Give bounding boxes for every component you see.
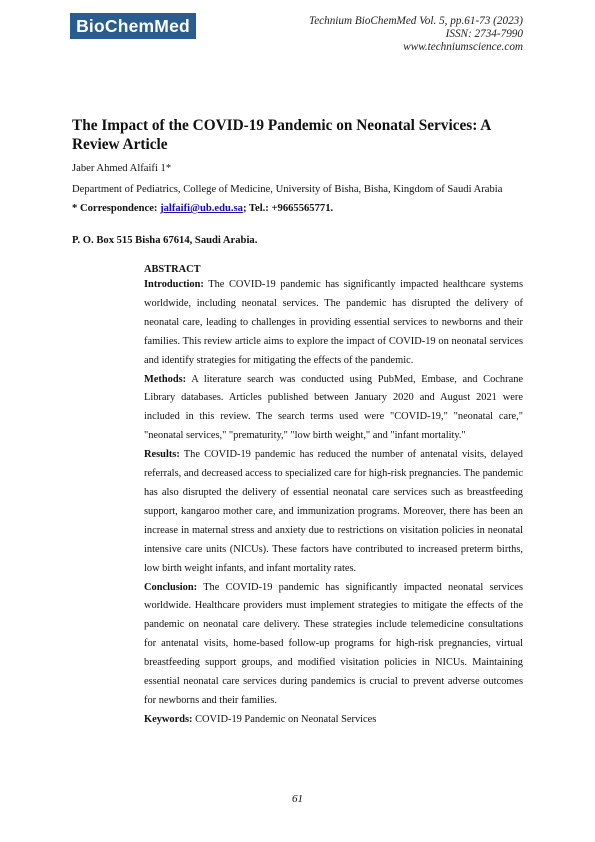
- conclusion-text: The COVID-19 pandemic has significantly impacted neonatal services worldwide. Healthcare providers must implement strategies to mitigate the effects of the pandemic on neonatal care delivery. These strategies include telemedicine consultations for antenatal visits, home-based follow-up programs for high-risk pregnancies, virtual breastfeeding support groups, and modified visitation policies in NICUs. Maintaining essential neonatal care services during pandemics is crucial to prevent adverse outcomes for newborns and their families.: [144, 581, 523, 706]
- keywords-label: Keywords:: [144, 713, 193, 725]
- postal-address: P. O. Box 515 Bisha 67614, Saudi Arabia.: [72, 235, 258, 246]
- journal-info: [309, 15, 523, 54]
- methods-label: Methods:: [144, 373, 187, 385]
- results-label: Results:: [144, 449, 180, 461]
- methods-text: A literature search was conducted using PubMed, Embase, and Cochrane Library databases. Articles published between January 2020 and August 2021 were included in this review. The search terms used were "COVID-19," "neonatal care," "neonatal services," "prematurity," "low birth weight," and "infant mortality.": [144, 373, 523, 442]
- abstract-conclusion: [144, 579, 523, 711]
- author-name: Jaber Ahmed Alfaifi 1*: [72, 163, 172, 174]
- abstract-keywords: [144, 711, 523, 730]
- page-number: 61: [292, 793, 303, 805]
- abstract-methods: [144, 371, 523, 447]
- author-affiliation: Department of Pediatrics, College of Medicine, University of Bisha, Bisha, Kingdom of Saudi Arabia: [72, 184, 503, 195]
- abstract-results: [144, 446, 523, 578]
- abstract-section: [144, 264, 523, 730]
- correspondence-tel: ; Tel.: +9665565771.: [242, 203, 334, 214]
- keywords-text: COVID-19 Pandemic on Neonatal Services: [192, 713, 377, 725]
- journal-citation: Technium BioChemMed Vol. 5, pp.61-73 (2023): [309, 15, 523, 27]
- results-text: The COVID-19 pandemic has reduced the number of antenatal visits, delayed referrals, and decreased access to specialized care for high-risk pregnancies. The pandemic has also disrupted the delivery of essential neonatal care services such as breastfeeding support, kangaroo mother care, and immunization programs. Moreover, there has been an increase in maternal stress and anxiety due to restrictions on visitation policies in neonatal intensive care units (NICUs). These factors have contributed to increased preterm births, low birth weight infants, and infant mortality rates.: [144, 449, 523, 574]
- journal-website: www.techniumscience.com: [403, 41, 523, 53]
- abstract-introduction: [144, 276, 523, 371]
- conclusion-label: Conclusion:: [144, 581, 198, 593]
- journal-logo: BioChemMed: [70, 13, 196, 39]
- article-title: The Impact of the COVID-19 Pandemic on Neonatal Services: A Review Article: [72, 117, 491, 153]
- introduction-label: Introduction:: [144, 279, 204, 290]
- abstract-heading: ABSTRACT: [144, 264, 201, 275]
- correspondence: [72, 203, 333, 214]
- introduction-text: The COVID-19 pandemic has significantly impacted healthcare systems worldwide, including neonatal services. The pandemic has disrupted the delivery of neonatal care, leading to challenges in providing essential services to newborns and their families. This review article aims to explore the impact of COVID-19 on neonatal services and identify strategies for mitigating the effects of the pandemic.: [144, 279, 523, 366]
- correspondence-email-link[interactable]: jalfaifi@ub.edu.sa: [160, 203, 243, 214]
- journal-issn: ISSN: 2734-7990: [445, 28, 523, 40]
- correspondence-label: * Correspondence:: [72, 203, 161, 214]
